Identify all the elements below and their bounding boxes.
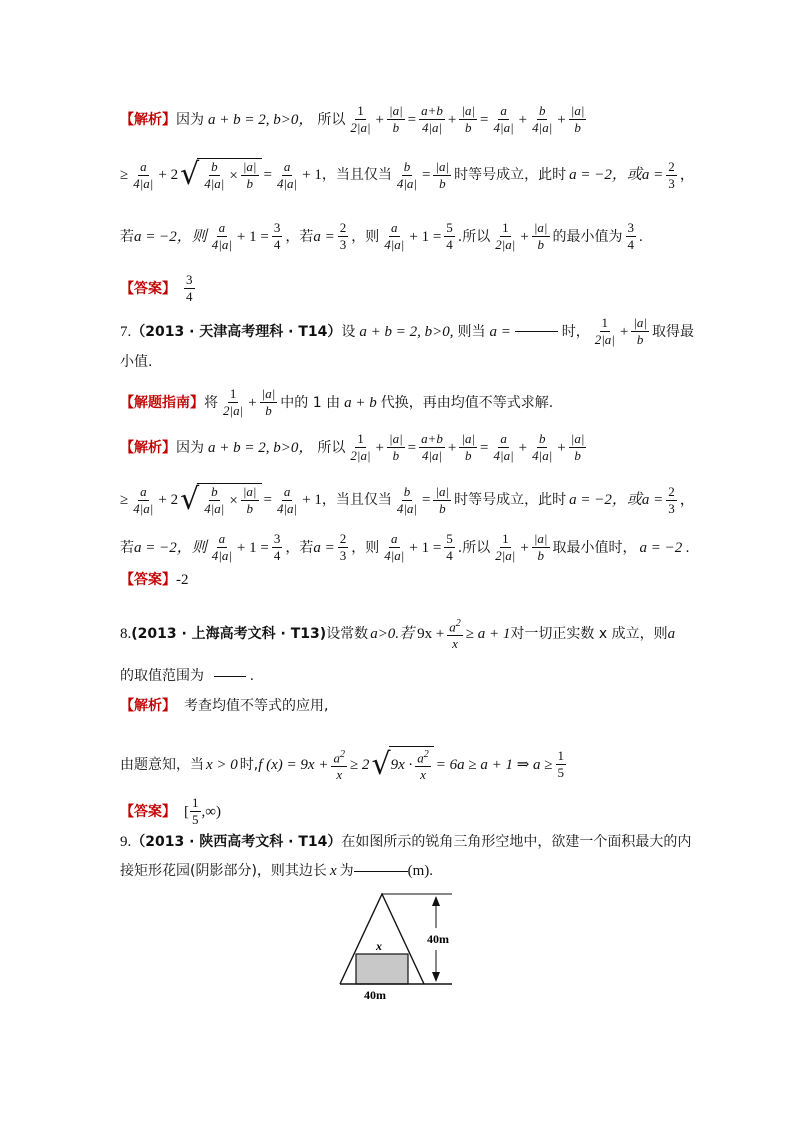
fraction: $\frac{b}{4|a|}$ (532, 103, 553, 135)
label-x: x (376, 939, 382, 953)
fraction: $\frac{|a|}{b}$ (389, 103, 403, 135)
p9-source: （2013 · 陕西高考文科 · T14） (131, 834, 342, 850)
fraction: $\frac{b}{4|a|}$ (396, 158, 418, 191)
p9-stem-line1: 9. （2013 · 陕西高考文科 · T14） 在如图所示的锐角三角形空地中，欲建一个面积最大的内 (120, 834, 692, 850)
fraction: $\frac{a}{4|a|}$ (276, 158, 298, 191)
answer-blank (515, 331, 558, 332)
hint-label: 【解题指南】 (120, 394, 204, 411)
answer-blank (354, 871, 408, 872)
p7-analysis-line3: 若 a = −2，则 $\frac{a}{4|a|}$ + 1 = $\frac{3}{4}$ ，若 a = $\frac{2}{3}$ ，则 $\frac{a}{4|a|}$ + 1 = $\frac{5}{4}$ .所以 $\frac{1}{2|a|}$ + $\frac{|a|}{b}$ 取最小值时， a = −2 . (120, 531, 690, 563)
label-width: 40m (364, 988, 386, 1002)
p7-analysis-line1: 【解析】 因为 a + b = 2, b>0， 所以 $\frac{1}{2|a|}$ + $\frac{|a|}{b}$ = $\frac{a+b}{4|a|}$ + $\frac{|a|}{b}$ = $\frac{a}{4|a|}$ + $\frac{b}{4|a|}$ + $\frac{|a|}{b}$ (120, 431, 585, 463)
sqrt: √ $\frac{b}{4|a|}$ × $\frac{|a|}{b}$ (180, 158, 261, 192)
fraction: $\frac{|a|}{b}$ (461, 103, 476, 135)
answer-label: 【答案】 (120, 280, 176, 297)
inscribed-rectangle (356, 954, 408, 984)
p8-derivation: 由题意知，当 x > 0 时, f (x) = 9x + $\frac{a^2}{x}$ ≥ 2 √ 9x · $\frac{a^2}{x}$ = 6a ≥ a + 1 ⇒ a ≥ $\frac{1}{5}$ (120, 746, 565, 783)
p8-stem-line1: 8. (2013 · 上海高考文科 · T13) 设常数 a>0.若 9x + $\frac{a^2}{x}$ ≥ a + 1 对一切正实数 x 成立，则 a (120, 618, 676, 652)
p7-analysis-line2: ≥ $\frac{a}{4|a|}$ + 2 √ $\frac{b}{4|a|}$ × $\frac{|a|}{b}$ = $\frac{a}{4|a|}$ + 1 ，当且仅当 $\frac{b}{4|a|}$ = $\frac{|a|}{b}$ 时等号成立，此时 a = −2，或 a = $\frac{2}{3}$ ， (120, 482, 695, 517)
p7-source: （2013 · 天津高考理科 · T14） (131, 323, 342, 340)
p8-answer: 【答案】 [ $\frac{1}{5}$ ,∞) (120, 795, 221, 827)
triangle-figure (330, 888, 470, 1008)
p7-stem-line2: 小值. (120, 354, 153, 370)
p8-analysis: 【解析】 考查均值不等式的应用, (120, 698, 329, 714)
fraction: $\frac{1}{2|a|}$ (350, 103, 371, 135)
p7-hint: 【解题指南】 将 $\frac{1}{2|a|}$ + $\frac{|a|}{b}$ 中的 1 由 a + b 代换，再由均值不等式求解. (120, 386, 554, 418)
p8-source: (2013 · 上海高考文科 · T13) (131, 626, 327, 643)
label-height: 40m (427, 932, 449, 946)
answer-value: -2 (176, 572, 189, 588)
p6-answer: 【答案】 $\frac{3}{4}$ (120, 272, 193, 304)
p7-stem-line1: 7. （2013 · 天津高考理科 · T14） 设 a + b = 2, b>0, 则当 a = 时， $\frac{1}{2|a|}$ + $\frac{|a|}{b}$ 取得最 (120, 315, 694, 347)
answer-blank (214, 676, 246, 677)
fraction: $\frac{|a|}{b}$ (570, 103, 585, 135)
arrow-head-up-icon (432, 896, 440, 906)
p8-stem-line2: 的取值范围为 . (120, 668, 254, 684)
analysis-label: 【解析】 (120, 111, 176, 128)
fraction: $\frac{a}{4|a|}$ (133, 158, 154, 191)
p6-analysis-line2: ≥ $\frac{a}{4|a|}$ + 2 √ $\frac{b}{4|a|}$ × $\frac{|a|}{b}$ = $\frac{a}{4|a|}$ + 1 ，当且仅当 $\frac{b}{4|a|}$ = $\frac{|a|}{b}$ 时等号成立，此时 a = −2，或 a = $\frac{2}{3}$ ， (120, 157, 695, 192)
fraction: $\frac{|a|}{b}$ (435, 158, 450, 191)
p7-answer: 【答案】 -2 (120, 572, 189, 588)
fraction: $\frac{2}{3}$ (668, 158, 675, 191)
p6-analysis-line1: 【解析】 因为 a + b = 2, b>0， 所以 $\frac{1}{2|a|}$ + $\frac{|a|}{b}$ = $\frac{a+b}{4|a|}$ + $\frac{|a|}{b}$ = $\frac{a}{4|a|}$ + $\frac{b}{4|a|}$ + $\frac{|a|}{b}$ (120, 103, 585, 135)
p6-analysis-line3: 若 a = −2，则 $\frac{a}{4|a|}$ + 1 = $\frac{3}{4}$ ，若 a = $\frac{2}{3}$ ，则 $\frac{a}{4|a|}$ + 1 = $\frac{5}{4}$ .所以 $\frac{1}{2|a|}$ + $\frac{|a|}{b}$ 的最小值为 $\frac{3}{4}$ . (120, 220, 643, 252)
arrow-head-down-icon (432, 972, 440, 982)
p9-stem-line2: 接矩形花园(阴影部分)，则其边长 x 为 (m). (120, 863, 434, 879)
fraction: $\frac{a+b}{4|a|}$ (421, 103, 443, 135)
fraction: $\frac{a}{4|a|}$ (493, 103, 514, 135)
